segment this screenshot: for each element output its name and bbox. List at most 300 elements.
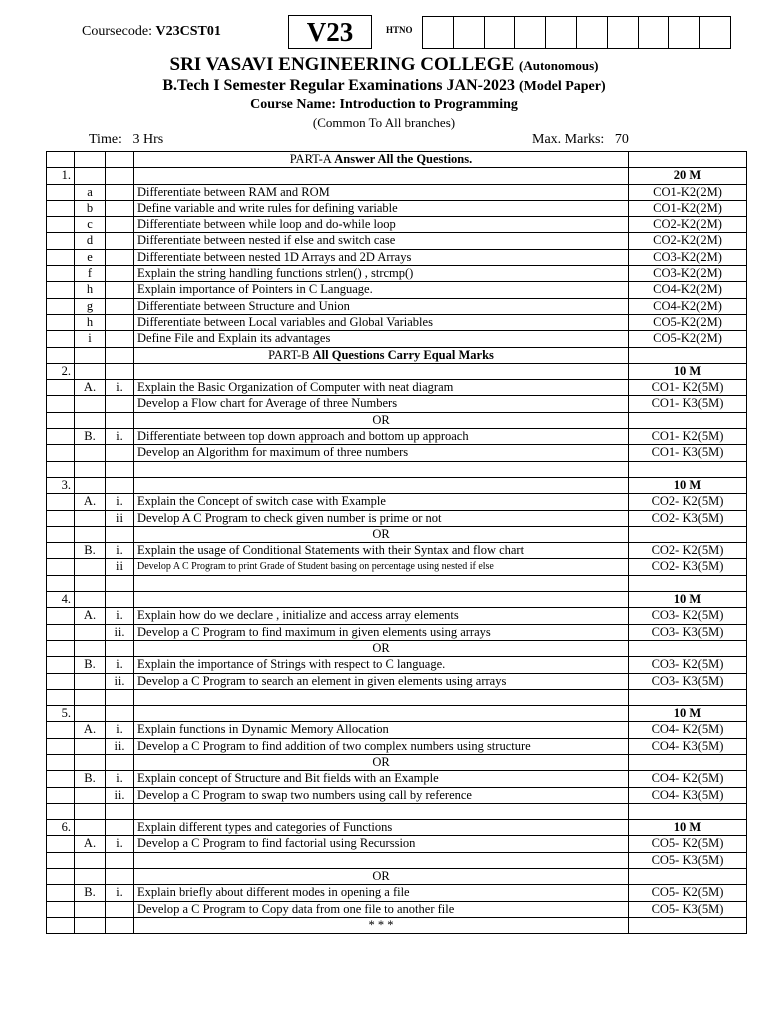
question-number: [47, 771, 75, 787]
question-row: [47, 494, 747, 510]
autonomous-label: (Autonomous): [519, 58, 599, 73]
question-text: Develop a C Program to search an element in given elements using arrays: [134, 673, 629, 689]
question-table: [46, 151, 747, 934]
marks-cell: 10 M: [629, 592, 747, 608]
sub-part-label: i.: [106, 657, 134, 673]
sub-question-label: A.: [75, 608, 106, 624]
sub-question-label: h: [75, 314, 106, 330]
question-number: [47, 282, 75, 298]
course-outcome: CO4- K3(5M): [629, 787, 747, 803]
sub-question-label: [75, 820, 106, 836]
sub-part-label: [106, 477, 134, 493]
question-text: Develop a C Program to find factorial using Recurssion: [134, 836, 629, 852]
sub-question-label: A.: [75, 494, 106, 510]
htno-boxes[interactable]: [423, 16, 731, 49]
course-outcome: CO3-K2(2M): [629, 266, 747, 282]
question-number: [47, 803, 75, 819]
question-number: [47, 429, 75, 445]
empty-cell: [75, 347, 106, 363]
sub-question-label: d: [75, 233, 106, 249]
or-separator: OR: [134, 869, 629, 885]
sub-part-label: [106, 184, 134, 200]
question-number: [47, 217, 75, 233]
htno-digit-box[interactable]: [576, 16, 608, 49]
sub-part-label: [106, 901, 134, 917]
question-row: [47, 380, 747, 396]
sub-part-label: [106, 200, 134, 216]
sub-question-label: [75, 689, 106, 705]
course-outcome: CO2- K3(5M): [629, 510, 747, 526]
question-row: [47, 233, 747, 249]
empty-cell: [47, 869, 75, 885]
empty-cell: [629, 412, 747, 428]
empty-cell: [106, 412, 134, 428]
exam-name: B.Tech I Semester Regular Examinations JAN-2023: [162, 77, 515, 94]
htno-digit-box[interactable]: [545, 16, 577, 49]
sub-part-label: ii.: [106, 738, 134, 754]
question-text: Explain the Concept of switch case with Example: [134, 494, 629, 510]
empty-cell: [47, 917, 75, 933]
sub-part-label: [106, 217, 134, 233]
question-text: Develop an Algorithm for maximum of three numbers: [134, 445, 629, 461]
question-number: [47, 298, 75, 314]
empty-cell: [629, 917, 747, 933]
question-number: 2.: [47, 363, 75, 379]
sub-part-label: i.: [106, 543, 134, 559]
question-number: [47, 233, 75, 249]
question-number: [47, 608, 75, 624]
htno-digit-box[interactable]: [484, 16, 516, 49]
question-row: [47, 673, 747, 689]
question-row: [47, 429, 747, 445]
course-code-label: Coursecode:: [82, 24, 152, 39]
part-heading-row: [47, 347, 747, 363]
empty-cell: [75, 152, 106, 168]
htno-digit-box[interactable]: [422, 16, 454, 49]
question-row: [47, 885, 747, 901]
sub-part-label: [106, 852, 134, 868]
sub-part-label: [106, 233, 134, 249]
question-text: Differentiate between Structure and Union: [134, 298, 629, 314]
part-heading: [134, 152, 629, 168]
sub-question-label: b: [75, 200, 106, 216]
model-paper-label: (Model Paper): [518, 79, 606, 94]
empty-cell: [629, 869, 747, 885]
question-text: [134, 706, 629, 722]
question-number: [47, 380, 75, 396]
question-row: [47, 852, 747, 868]
max-marks-label: Max. Marks:: [532, 132, 605, 147]
question-row: [47, 200, 747, 216]
separator-row: [47, 412, 747, 428]
part-label: PART-A: [289, 152, 332, 166]
sub-question-label: e: [75, 249, 106, 265]
sub-part-label: [106, 298, 134, 314]
question-number: 6.: [47, 820, 75, 836]
sub-question-label: [75, 168, 106, 184]
question-text: Differentiate between top down approach and bottom up approach: [134, 429, 629, 445]
sub-question-label: [75, 461, 106, 477]
sub-question-label: g: [75, 298, 106, 314]
sub-question-label: B.: [75, 543, 106, 559]
course-outcome: CO1-K2(2M): [629, 184, 747, 200]
question-text: Develop A C Program to print Grade of Student basing on percentage using nested if else: [134, 559, 629, 575]
part-instruction: All Questions Carry Equal Marks: [312, 347, 494, 362]
question-text: [134, 803, 629, 819]
sub-question-label: a: [75, 184, 106, 200]
sub-question-label: [75, 787, 106, 803]
question-text: [134, 852, 629, 868]
college-name: [0, 54, 768, 76]
question-text: Differentiate between nested 1D Arrays and 2D Arrays: [134, 249, 629, 265]
course-outcome: CO5-K2(2M): [629, 331, 747, 347]
course-outcome: CO3- K2(5M): [629, 608, 747, 624]
empty-cell: [47, 412, 75, 428]
empty-cell: [629, 347, 747, 363]
empty-cell: [47, 152, 75, 168]
question-text: Explain the usage of Conditional Statements with their Syntax and flow chart: [134, 543, 629, 559]
htno-digit-box[interactable]: [668, 16, 700, 49]
common-branches: (Common To All branches): [312, 115, 456, 130]
question-number: 4.: [47, 592, 75, 608]
sub-question-label: [75, 559, 106, 575]
sub-part-label: i.: [106, 494, 134, 510]
question-text: Explain concept of Structure and Bit fields with an Example: [134, 771, 629, 787]
question-number: [47, 200, 75, 216]
sub-part-label: ii: [106, 510, 134, 526]
course-outcome: CO5- K3(5M): [629, 901, 747, 917]
question-text: [134, 168, 629, 184]
course-outcome: CO5-K2(2M): [629, 314, 747, 330]
course-outcome: CO5- K2(5M): [629, 885, 747, 901]
sub-part-label: [106, 168, 134, 184]
question-text: Explain different types and categories of Functions: [134, 820, 629, 836]
sub-part-label: [106, 249, 134, 265]
empty-cell: [75, 917, 106, 933]
question-number: [47, 722, 75, 738]
question-text: Differentiate between RAM and ROM: [134, 184, 629, 200]
or-separator: OR: [134, 526, 629, 542]
marks-cell: 10 M: [629, 820, 747, 836]
sub-part-label: i.: [106, 885, 134, 901]
course-outcome: [629, 461, 747, 477]
sub-question-label: [75, 624, 106, 640]
sub-part-label: [106, 314, 134, 330]
empty-cell: [629, 640, 747, 656]
question-text: [134, 477, 629, 493]
empty-cell: [629, 152, 747, 168]
question-row: [47, 249, 747, 265]
separator-row: [47, 917, 747, 933]
sub-part-label: ii: [106, 559, 134, 575]
question-number: [47, 885, 75, 901]
question-text: Develop a C Program to find maximum in given elements using arrays: [134, 624, 629, 640]
htno-digit-box[interactable]: [453, 16, 485, 49]
part-instruction: Answer All the Questions.: [334, 152, 473, 166]
max-marks-info: [532, 132, 629, 148]
question-number: [47, 266, 75, 282]
empty-cell: [47, 754, 75, 770]
separator-row: [47, 754, 747, 770]
course-outcome: CO3- K2(5M): [629, 657, 747, 673]
sub-question-label: A.: [75, 722, 106, 738]
course-outcome: CO1- K2(5M): [629, 380, 747, 396]
sub-part-label: i.: [106, 722, 134, 738]
empty-cell: [106, 917, 134, 933]
question-number: [47, 657, 75, 673]
question-row: [47, 787, 747, 803]
question-text: Explain functions in Dynamic Memory Allocation: [134, 722, 629, 738]
sub-part-label: i.: [106, 836, 134, 852]
question-text: [134, 592, 629, 608]
sub-part-label: [106, 706, 134, 722]
question-number: [47, 184, 75, 200]
question-text: [134, 689, 629, 705]
empty-cell: [629, 754, 747, 770]
question-number: [47, 559, 75, 575]
sub-question-label: [75, 363, 106, 379]
question-row: [47, 738, 747, 754]
empty-cell: [75, 869, 106, 885]
sub-question-label: [75, 901, 106, 917]
question-number: [47, 852, 75, 868]
question-row: [47, 282, 747, 298]
sub-question-label: [75, 396, 106, 412]
question-row: [47, 298, 747, 314]
part-label: PART-B: [268, 347, 310, 362]
question-row: [47, 836, 747, 852]
empty-cell: [106, 152, 134, 168]
empty-cell: [106, 869, 134, 885]
sub-part-label: [106, 331, 134, 347]
question-number: [47, 624, 75, 640]
question-row: [47, 314, 747, 330]
sub-part-label: i.: [106, 429, 134, 445]
sub-question-label: [75, 592, 106, 608]
course-name: Course Name: Introduction to Programming: [250, 97, 518, 112]
question-row: [47, 445, 747, 461]
question-text: [134, 575, 629, 591]
htno-digit-box[interactable]: [607, 16, 639, 49]
empty-cell: [106, 526, 134, 542]
sub-part-label: [106, 363, 134, 379]
empty-cell: [106, 347, 134, 363]
question-number: [47, 314, 75, 330]
exam-title: [0, 77, 768, 95]
course-outcome: CO2-K2(2M): [629, 233, 747, 249]
time-label: Time:: [89, 132, 122, 147]
question-row: [47, 624, 747, 640]
question-text: [134, 461, 629, 477]
course-outcome: CO2- K2(5M): [629, 494, 747, 510]
course-outcome: CO3- K3(5M): [629, 624, 747, 640]
sub-part-label: [106, 575, 134, 591]
question-number: 3.: [47, 477, 75, 493]
sub-part-label: ii.: [106, 673, 134, 689]
sub-question-label: B.: [75, 429, 106, 445]
sub-part-label: [106, 820, 134, 836]
question-row: [47, 706, 747, 722]
empty-cell: [47, 526, 75, 542]
question-text: Explain how do we declare , initialize and access array elements: [134, 608, 629, 624]
sub-question-label: [75, 673, 106, 689]
sub-question-label: [75, 575, 106, 591]
empty-cell: [106, 754, 134, 770]
sub-part-label: [106, 689, 134, 705]
part-heading: [134, 347, 629, 363]
empty-cell: [75, 640, 106, 656]
course-outcome: CO2- K3(5M): [629, 559, 747, 575]
question-number: [47, 901, 75, 917]
question-row: [47, 820, 747, 836]
sub-question-label: [75, 706, 106, 722]
question-text: Develop a C Program to find addition of two complex numbers using structure: [134, 738, 629, 754]
exam-header: [0, 0, 768, 150]
part-heading-row: [47, 152, 747, 168]
sub-part-label: i.: [106, 608, 134, 624]
question-text: Develop a C Program to Copy data from one file to another file: [134, 901, 629, 917]
sub-part-label: ii.: [106, 624, 134, 640]
question-row: [47, 543, 747, 559]
or-separator: OR: [134, 412, 629, 428]
sub-part-label: [106, 396, 134, 412]
question-text: Explain the Basic Organization of Computer with neat diagram: [134, 380, 629, 396]
course-outcome: CO4- K3(5M): [629, 738, 747, 754]
course-outcome: CO3-K2(2M): [629, 249, 747, 265]
marks-cell: 10 M: [629, 363, 747, 379]
empty-cell: [75, 754, 106, 770]
max-marks-value: 70: [614, 132, 629, 147]
question-number: [47, 738, 75, 754]
course-outcome: [629, 689, 747, 705]
sub-question-label: c: [75, 217, 106, 233]
question-row: [47, 722, 747, 738]
htno-digit-box[interactable]: [638, 16, 670, 49]
question-row: [47, 592, 747, 608]
sub-question-label: [75, 477, 106, 493]
course-outcome: [629, 803, 747, 819]
course-outcome: CO3- K3(5M): [629, 673, 747, 689]
empty-cell: [106, 640, 134, 656]
course-outcome: CO4- K2(5M): [629, 771, 747, 787]
time-value: 3 Hrs: [132, 132, 164, 147]
sub-part-label: [106, 282, 134, 298]
question-number: [47, 494, 75, 510]
sub-part-label: [106, 461, 134, 477]
question-row: [47, 575, 747, 591]
empty-cell: [47, 640, 75, 656]
question-row: [47, 657, 747, 673]
question-text: Differentiate between while loop and do-while loop: [134, 217, 629, 233]
question-row: [47, 461, 747, 477]
course-outcome: CO2- K2(5M): [629, 543, 747, 559]
question-row: [47, 184, 747, 200]
question-text: [134, 363, 629, 379]
question-row: [47, 608, 747, 624]
question-number: [47, 689, 75, 705]
question-text: Develop a Flow chart for Average of three Numbers: [134, 396, 629, 412]
course-outcome: CO1- K3(5M): [629, 445, 747, 461]
question-text: Explain the string handling functions strlen() , strcmp(): [134, 266, 629, 282]
sub-question-label: [75, 852, 106, 868]
htno-digit-box[interactable]: [514, 16, 546, 49]
htno-digit-box[interactable]: [699, 16, 731, 49]
empty-cell: [75, 526, 106, 542]
question-row: [47, 363, 747, 379]
course-outcome: CO1- K2(5M): [629, 429, 747, 445]
course-outcome: CO1-K2(2M): [629, 200, 747, 216]
or-separator: * * *: [134, 917, 629, 933]
question-text: Define variable and write rules for defining variable: [134, 200, 629, 216]
or-separator: OR: [134, 754, 629, 770]
question-text: Define File and Explain its advantages: [134, 331, 629, 347]
question-row: [47, 803, 747, 819]
marks-cell: 20 M: [629, 168, 747, 184]
course-outcome: [629, 575, 747, 591]
question-row: [47, 396, 747, 412]
sub-question-label: B.: [75, 771, 106, 787]
separator-row: [47, 526, 747, 542]
question-text: Develop a C Program to swap two numbers using call by reference: [134, 787, 629, 803]
question-row: [47, 510, 747, 526]
question-text: Differentiate between Local variables and Global Variables: [134, 314, 629, 330]
course-outcome: CO1- K3(5M): [629, 396, 747, 412]
question-number: [47, 836, 75, 852]
question-row: [47, 168, 747, 184]
separator-row: [47, 640, 747, 656]
question-number: [47, 445, 75, 461]
college-title: SRI VASAVI ENGINEERING COLLEGE: [169, 54, 515, 75]
question-number: 5.: [47, 706, 75, 722]
sub-part-label: [106, 592, 134, 608]
question-number: [47, 543, 75, 559]
time-info: [89, 132, 163, 148]
question-number: [47, 396, 75, 412]
or-separator: OR: [134, 640, 629, 656]
marks-cell: 10 M: [629, 706, 747, 722]
course-outcome: CO4- K2(5M): [629, 722, 747, 738]
question-table-body: [47, 152, 747, 934]
separator-row: [47, 869, 747, 885]
question-text: Explain briefly about different modes in opening a file: [134, 885, 629, 901]
question-row: [47, 689, 747, 705]
question-text: Explain importance of Pointers in C Language.: [134, 282, 629, 298]
sub-question-label: f: [75, 266, 106, 282]
question-row: [47, 477, 747, 493]
question-row: [47, 559, 747, 575]
marks-cell: 10 M: [629, 477, 747, 493]
sub-part-label: ii.: [106, 787, 134, 803]
course-outcome: CO4-K2(2M): [629, 298, 747, 314]
empty-cell: [47, 347, 75, 363]
question-text: Develop A C Program to check given number is prime or not: [134, 510, 629, 526]
sub-part-label: i.: [106, 380, 134, 396]
course-code: [82, 24, 221, 40]
sub-question-label: [75, 510, 106, 526]
sub-part-label: [106, 445, 134, 461]
question-number: [47, 461, 75, 477]
sub-question-label: A.: [75, 836, 106, 852]
sub-question-label: h: [75, 282, 106, 298]
regulation-box: V23: [288, 15, 372, 49]
course-code-value: V23CST01: [155, 24, 221, 39]
sub-question-label: A.: [75, 380, 106, 396]
question-row: [47, 331, 747, 347]
course-outcome: CO4-K2(2M): [629, 282, 747, 298]
empty-cell: [629, 526, 747, 542]
question-text: Differentiate between nested if else and switch case: [134, 233, 629, 249]
question-number: [47, 331, 75, 347]
